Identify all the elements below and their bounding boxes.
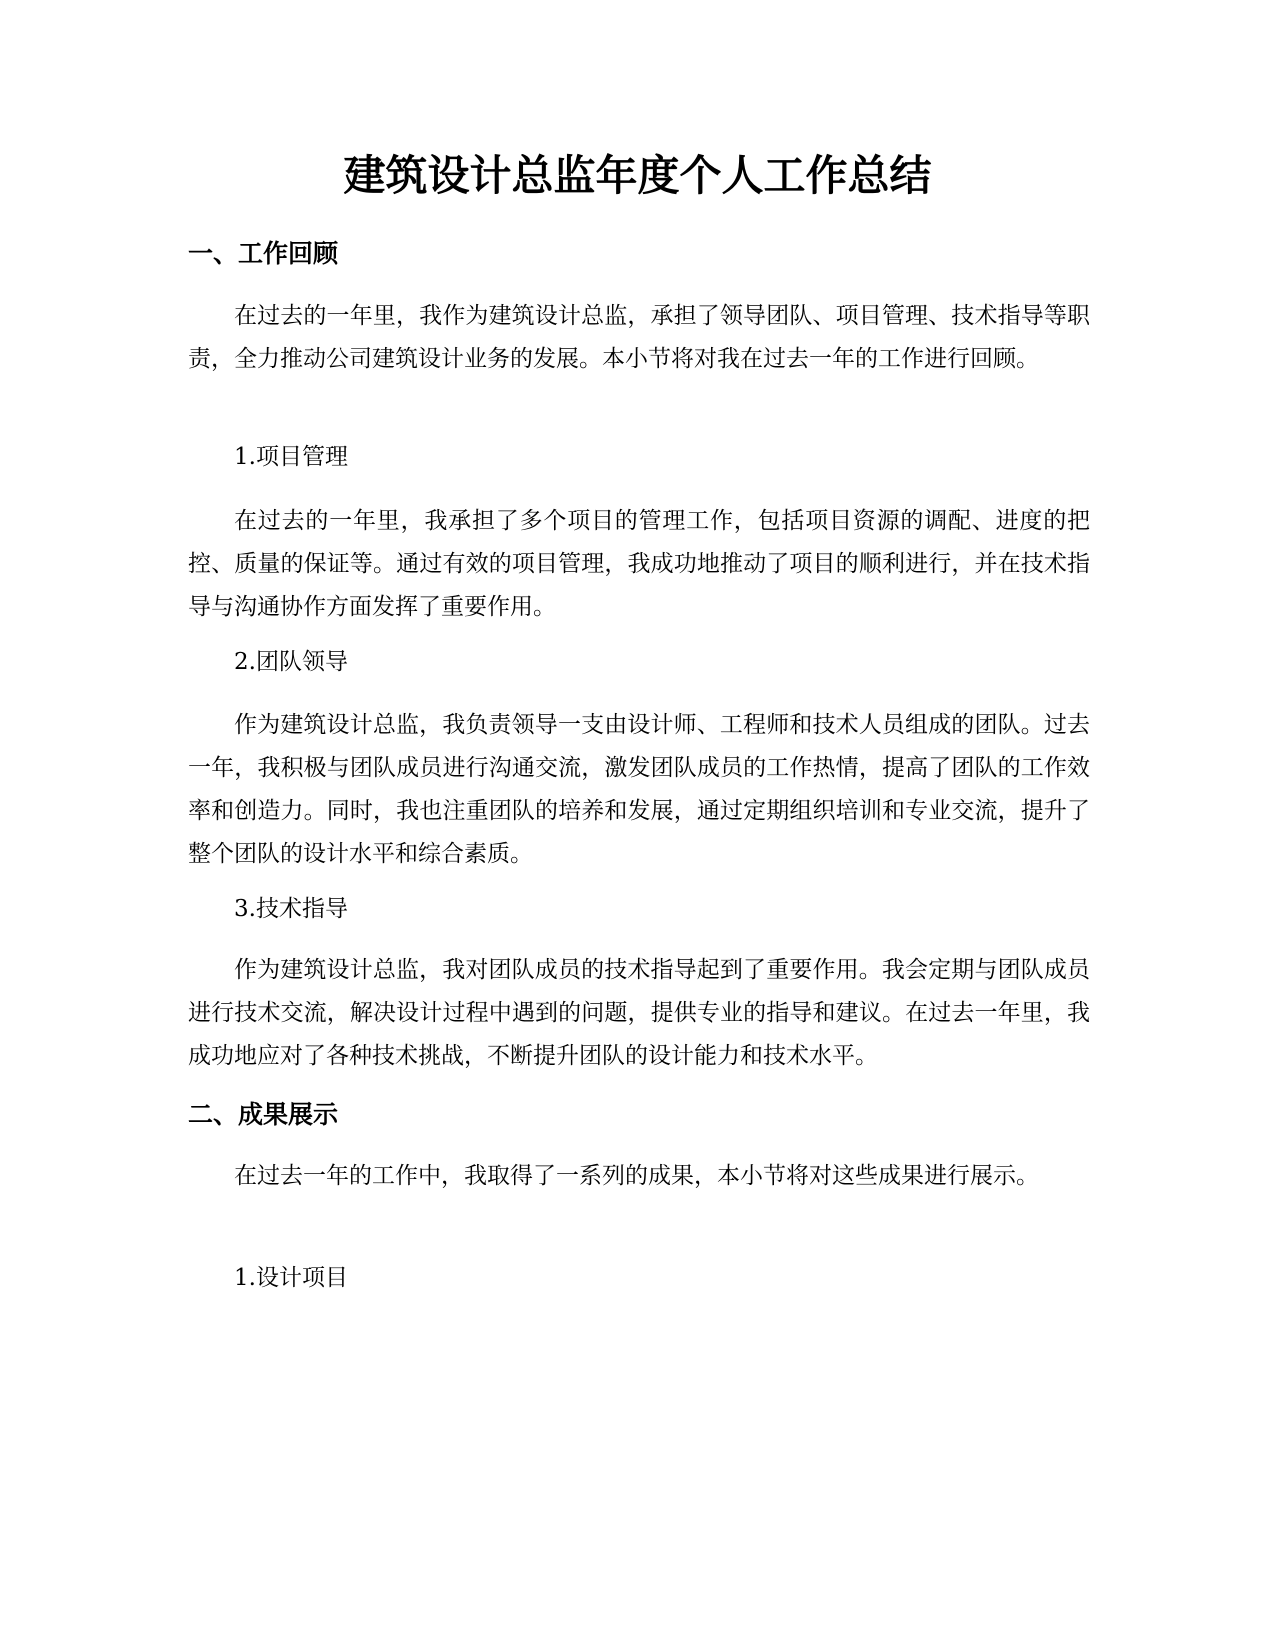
achievements-intro-paragraph: 在过去一年的工作中，我取得了一系列的成果，本小节将对这些成果进行展示。 bbox=[234, 1163, 1039, 1189]
review-intro-paragraph: 在过去的一年里，我作为建筑设计总监，承担了领导团队、项目管理、技术指导等职责，全力推动公司建筑设计业务的发展。本小节将对我在过去一年的工作进行回顾。 bbox=[188, 303, 1090, 372]
team-leadership-paragraph: 作为建筑设计总监，我负责领导一支由设计师、工程师和技术人员组成的团队。过去一年，我积极与团队成员进行沟通交流，激发团队成员的工作热情，提高了团队的工作效率和创造力。同时，我也注重团队的培养和发展，通过定期组织培训和专业交流，提升了整个团队的设计水平和综合素质。 bbox=[188, 712, 1090, 867]
item-label-design-projects: 1.设计项目 bbox=[234, 1265, 348, 1291]
project-management-paragraph: 在过去的一年里，我承担了多个项目的管理工作，包括项目资源的调配、进度的把控、质量的保证等。通过有效的项目管理，我成功地推动了项目的顺利进行，并在技术指导与沟通协作方面发挥了重要作用。 bbox=[188, 508, 1090, 620]
section-heading-review: 一、工作回顾 bbox=[188, 239, 339, 268]
section-heading-achievements: 二、成果展示 bbox=[188, 1100, 339, 1129]
item-label-team-leadership: 2.团队领导 bbox=[234, 649, 348, 675]
document-title: 建筑设计总监年度个人工作总结 bbox=[343, 151, 932, 200]
item-label-technical-guidance: 3.技术指导 bbox=[234, 896, 348, 922]
technical-guidance-paragraph: 作为建筑设计总监，我对团队成员的技术指导起到了重要作用。我会定期与团队成员进行技术交流，解决设计过程中遇到的问题，提供专业的指导和建议。在过去一年里，我成功地应对了各种技术挑战，不断提升团队的设计能力和技术水平。 bbox=[188, 957, 1090, 1069]
item-label-project-management: 1.项目管理 bbox=[234, 444, 348, 470]
